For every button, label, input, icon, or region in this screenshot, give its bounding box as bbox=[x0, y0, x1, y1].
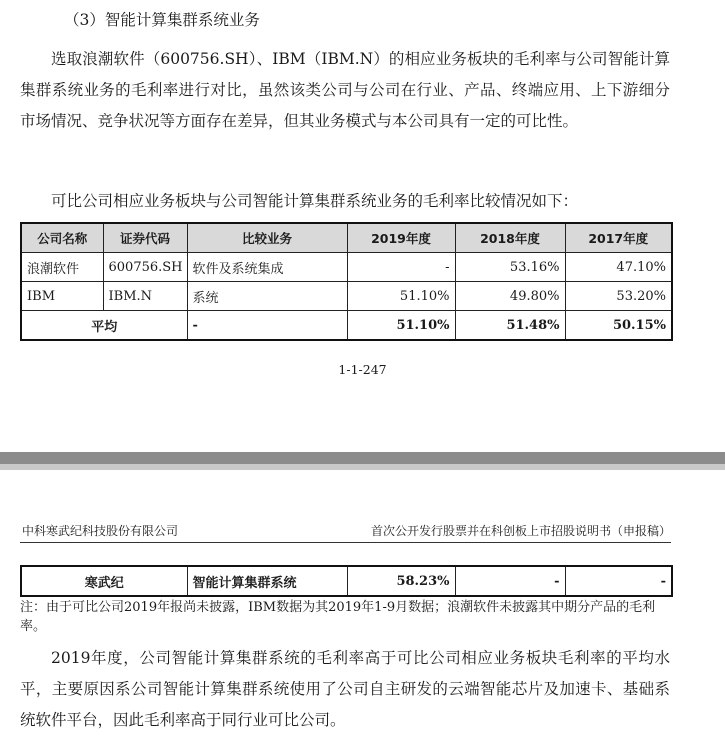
cell-2018: 53.16% bbox=[455, 253, 565, 282]
running-header-title: 首次公开发行股票并在科创板上市招股说明书（申报稿） bbox=[370, 524, 671, 538]
table-row bbox=[21, 282, 672, 311]
table-note: 注：由于可比公司2019年报尚未披露，IBM数据为其2019年1-9月数据；浪潮软件未披露其中期分产品的毛利率。 bbox=[20, 600, 656, 634]
page-separator bbox=[0, 452, 725, 464]
cell-business: 智能计算集群系统 bbox=[187, 566, 347, 596]
table-average-row bbox=[21, 311, 672, 341]
header-2018: 2018年度 bbox=[455, 223, 565, 253]
cell-2019: 58.23% bbox=[347, 566, 455, 596]
cell-code: IBM.N bbox=[103, 282, 187, 311]
table-row bbox=[21, 253, 672, 282]
cell-average-2019: 51.10% bbox=[347, 311, 455, 341]
cell-average-label: 平均 bbox=[21, 311, 187, 341]
gross-margin-comparison-table bbox=[20, 222, 673, 341]
header-company: 公司名称 bbox=[21, 223, 103, 253]
header-business: 比较业务 bbox=[187, 223, 347, 253]
cell-2018: 49.80% bbox=[455, 282, 565, 311]
cell-2017: 53.20% bbox=[565, 282, 672, 311]
cell-2018: - bbox=[455, 566, 565, 596]
paragraph-table-intro: 可比公司相应业务板块与公司智能计算集群系统业务的毛利率比较情况如下： bbox=[51, 192, 579, 210]
cell-average-code: - bbox=[187, 311, 347, 341]
paragraph-analysis: 2019年度，公司智能计算集群系统的毛利率高于可比公司相应业务板块毛利率的平均水平，主要原因系公司智能计算集群系统使用了公司自主研发的云端智能芯片及加速卡、基础系统软件平台，因此毛利率高于同行业可比公司。 bbox=[20, 649, 670, 729]
cell-code: 600756.SH bbox=[103, 253, 187, 282]
cell-company: 浪潮软件 bbox=[21, 253, 103, 282]
cell-2017: - bbox=[565, 566, 672, 596]
header-code: 证券代码 bbox=[103, 223, 187, 253]
cell-business: 软件及系统集成 bbox=[187, 253, 347, 282]
page-number: 1-1-247 bbox=[338, 362, 387, 377]
cell-company: IBM bbox=[21, 282, 103, 311]
cell-average-2018: 51.48% bbox=[455, 311, 565, 341]
table-header-row bbox=[21, 223, 672, 253]
page-separator-shadow bbox=[0, 464, 725, 470]
section-heading: （3）智能计算集群系统业务 bbox=[64, 11, 260, 29]
cell-2019: - bbox=[347, 253, 455, 282]
header-2017: 2017年度 bbox=[565, 223, 672, 253]
cell-2017: 47.10% bbox=[565, 253, 672, 282]
cell-company: 寒武纪 bbox=[21, 566, 187, 596]
cell-2019: 51.10% bbox=[347, 282, 455, 311]
header-rule bbox=[20, 542, 671, 543]
header-2019: 2019年度 bbox=[347, 223, 455, 253]
cell-average-2017: 50.15% bbox=[565, 311, 672, 341]
running-header-company: 中科寒武纪科技股份有限公司 bbox=[22, 524, 179, 538]
cambricon-margin-table bbox=[20, 565, 673, 597]
paragraph-comparable-companies: 选取浪潮软件（600756.SH）、IBM（IBM.N）的相应业务板块的毛利率与公司智能计算集群系统业务的毛利率进行对比，虽然该类公司与公司在行业、产品、终端应用、上下游细分市场情况、竞争状况等方面存在差异，但其业务模式与本公司具有一定的可比性。 bbox=[20, 50, 670, 130]
cell-business: 系统 bbox=[187, 282, 347, 311]
table-row bbox=[21, 566, 672, 596]
